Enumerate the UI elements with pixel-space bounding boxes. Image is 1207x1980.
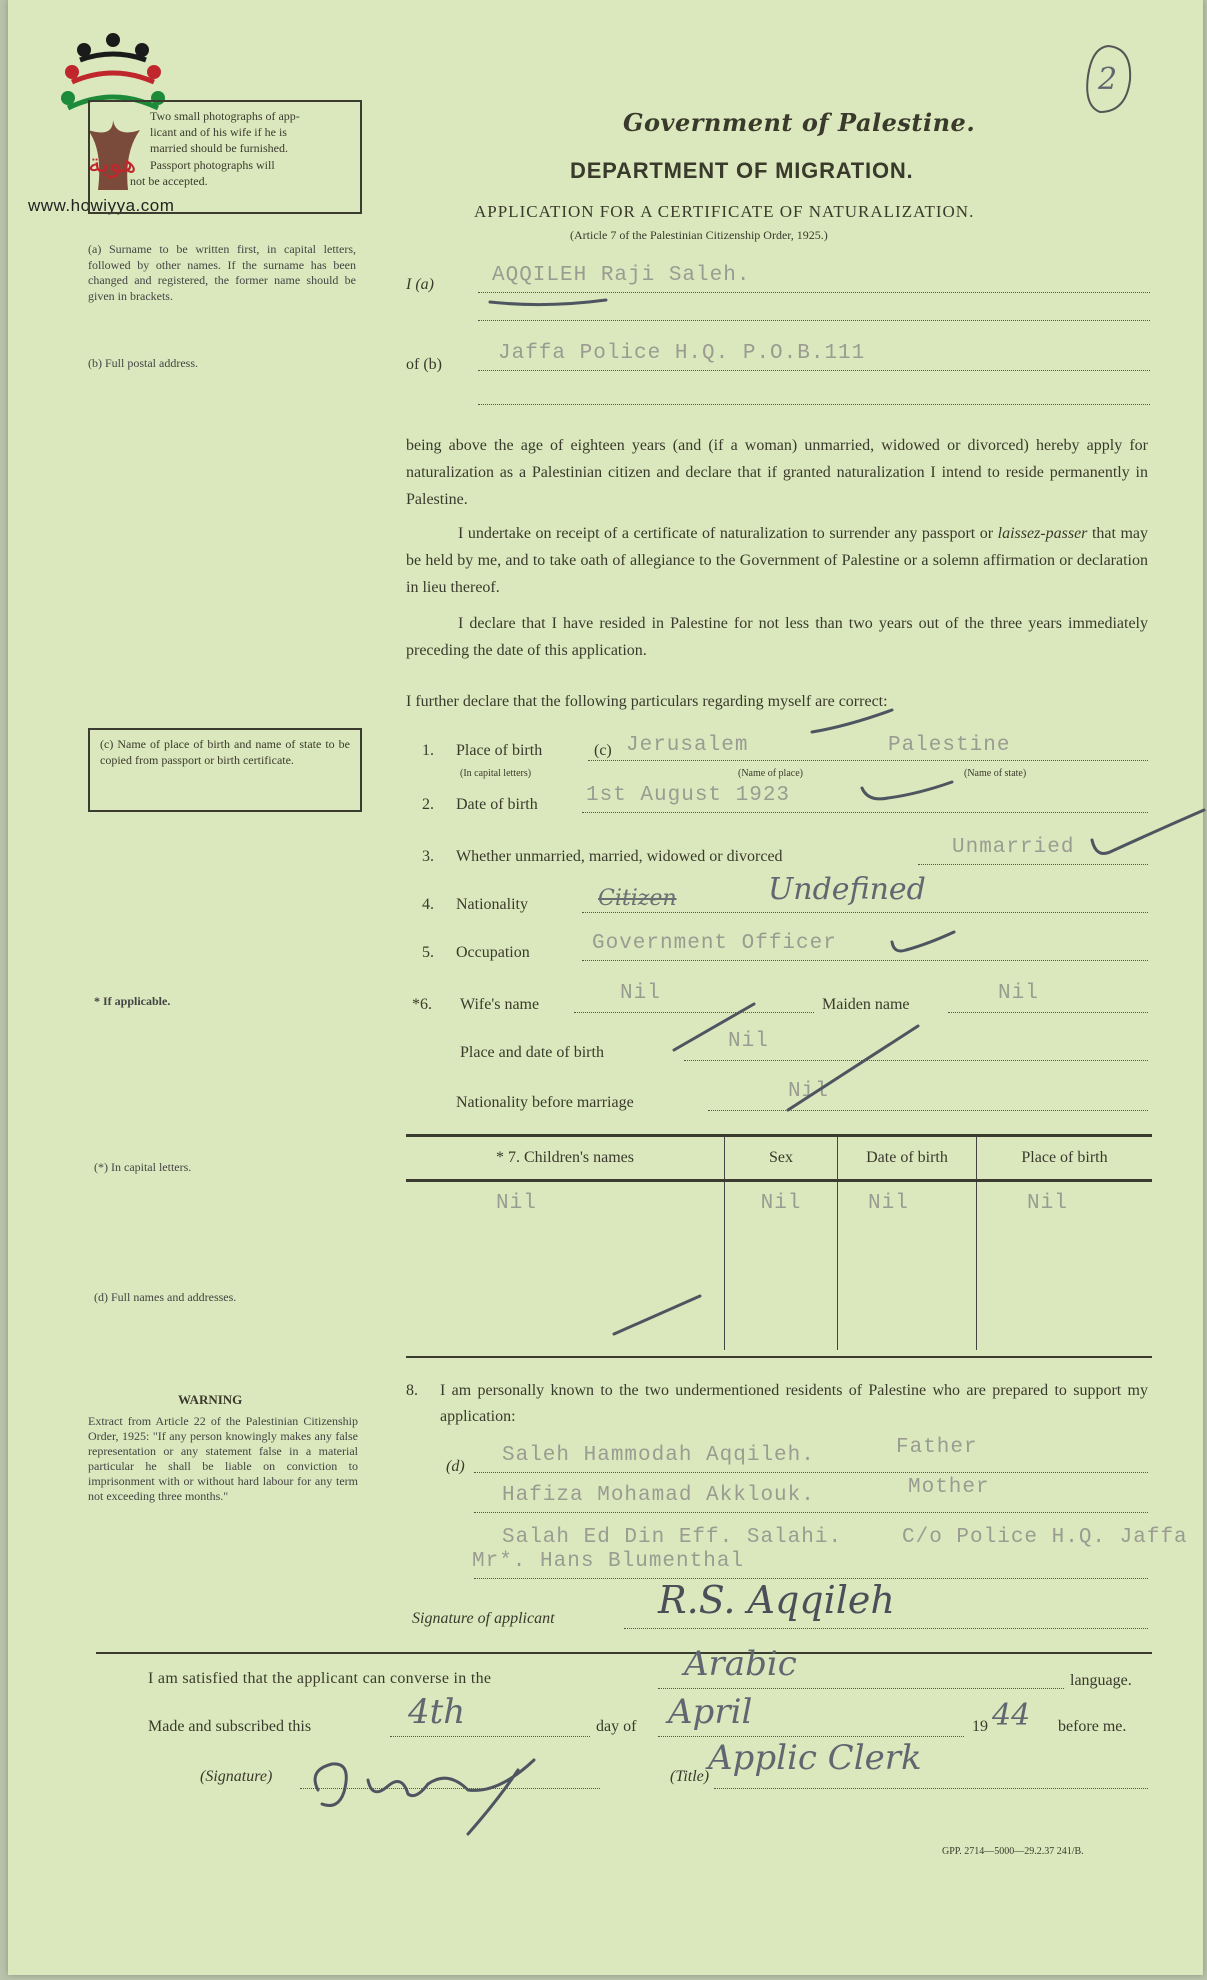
birth-place-label: Place of birth — [456, 742, 543, 759]
note-a: (a) Surname to be written first, in capital letters, followed by other names. If the surname has been changed and registered, the former name should be given in brackets. — [88, 242, 356, 303]
table-row — [406, 1266, 1152, 1308]
postal-address: Jaffa Police H.Q. P.O.B.111 — [498, 342, 866, 365]
language-word: language. — [1070, 1672, 1132, 1689]
children-table-bottom — [406, 1356, 1152, 1358]
status-line — [918, 864, 1148, 865]
applicant-signature-label: Signature of applicant — [412, 1610, 555, 1627]
name-line-2 — [478, 320, 1150, 321]
child-dob-header: Date of birth — [838, 1137, 977, 1181]
wife-nationality-label: Nationality before marriage — [456, 1094, 634, 1111]
children-table — [406, 1137, 1152, 1350]
wife-name: Nil — [620, 982, 661, 1005]
sex-header: Sex — [725, 1137, 838, 1181]
subscribed-month: April — [668, 1692, 753, 1732]
application-title: APPLICATION FOR A CERTIFICATE OF NATURALIZATION. — [474, 202, 975, 221]
wife-name-label: Wife's name — [460, 996, 540, 1013]
table-row: Nil Nil Nil Nil — [406, 1181, 1152, 1225]
address-label: of (b) — [406, 356, 442, 373]
tick-mark — [858, 776, 958, 806]
section-divider — [96, 1652, 1152, 1654]
c-label: (c) — [594, 742, 612, 759]
referee-line-2 — [474, 1512, 1148, 1513]
birth-state: Palestine — [888, 734, 1011, 757]
name-label: I (a) — [406, 276, 434, 293]
table-row — [406, 1308, 1152, 1350]
referee-1-relation: Father — [896, 1436, 978, 1459]
maiden-line — [948, 1012, 1148, 1013]
item-4-number: 4. — [422, 896, 434, 913]
dob-line — [582, 812, 1148, 813]
wife-birth: Nil — [728, 1030, 769, 1053]
article-reference: (Article 7 of the Palestinian Citizenship Order, 1925.) — [570, 228, 828, 242]
dob-label: Date of birth — [456, 796, 538, 813]
signature-line — [624, 1628, 1148, 1629]
declaration-paragraph-1: being above the age of eighteen years (and (if a woman) unmarried, widowed or divorced) hereby apply for naturalization as a Palestinian citizen and declare that if granted naturalization I intend to reside permanently in Palestine. — [406, 437, 1148, 509]
subscribed-day: 4th — [408, 1692, 466, 1732]
referees-intro: I am personally known to the two undermentioned residents of Palestine who are prepared to support my application: — [440, 1382, 1148, 1425]
note-c-box: (c) Name of place of birth and name of state to be copied from passport or birth certificate. — [88, 728, 362, 812]
officer-title-label: (Title) — [670, 1768, 710, 1785]
warning-text: Extract from Article 22 of the Palestinian Citizenship Order, 1925: "If any person knowingly makes any false representation or any statement false in a material particular he shall be liable on conviction to imprisonment with or without hard labour for any term not exceeding three months." — [88, 1414, 358, 1503]
made-subscribed-text: Made and subscribed this — [148, 1718, 312, 1735]
note-capital-letters: (*) In capital letters. — [94, 1160, 192, 1174]
place-hint: (Name of place) — [738, 768, 803, 779]
maiden-name-label: Maiden name — [822, 996, 910, 1013]
item-1-number: 1. — [422, 742, 434, 759]
svg-text:هوية: هوية — [88, 149, 137, 179]
subscribed-year: 44 — [992, 1698, 1031, 1733]
note-d: (d) Full names and addresses. — [94, 1290, 237, 1304]
tick-mark — [1088, 800, 1207, 862]
applicant-signature: R.S. Aqqileh — [658, 1578, 895, 1622]
nationality: Undefined — [768, 872, 926, 907]
marital-status: Unmarried — [952, 836, 1075, 859]
language: Arabic — [684, 1644, 797, 1684]
state-hint: (Name of state) — [964, 768, 1027, 779]
warning-title: WARNING — [178, 1392, 243, 1407]
item-2-number: 2. — [422, 796, 434, 813]
tick-mark — [808, 704, 898, 740]
officer-signature-label: (Signature) — [200, 1768, 273, 1785]
wife-nationality: Nil — [788, 1080, 829, 1103]
government-heading: Government of Palestine. — [623, 108, 976, 137]
year-prefix: 19 — [972, 1718, 988, 1735]
referee-2-relation: Mother — [908, 1476, 990, 1499]
declaration-paragraph-4: I further declare that the following particulars regarding myself are correct: — [406, 693, 888, 710]
wife-birth-label: Place and date of birth — [460, 1044, 604, 1061]
item-8-number: 8. — [406, 1382, 418, 1399]
name-underline-mark — [486, 292, 616, 312]
department-heading: DEPARTMENT OF MIGRATION. — [570, 158, 914, 183]
photo-note-box: Two small photographs of app- licant and of his wife if he is married should be furnished. Passport photographs will not be accepted. — [88, 100, 362, 214]
officer-signature — [298, 1740, 588, 1840]
strike-mark — [608, 1290, 708, 1340]
applicant-name: AQQILEH Raji Saleh. — [492, 264, 751, 287]
declaration-paragraph-2: I undertake on receipt of a certificate of naturalization to surrender any passport or laissez-passer that may be held by me, and to take oath of allegiance to the Government of Palestine or a solemn affirmation or declaration in lieu thereof. — [406, 525, 1149, 597]
tick-mark — [888, 928, 958, 958]
item-6-number: *6. — [412, 996, 432, 1013]
officer-title-line — [714, 1788, 1148, 1789]
occupation-label: Occupation — [456, 944, 530, 961]
application-document — [8, 0, 1203, 1975]
table-row — [406, 1224, 1152, 1266]
nationality-line — [582, 912, 1148, 913]
referee-1: Saleh Hammodah Aqqileh. — [502, 1444, 815, 1467]
before-me-text: before me. — [1058, 1718, 1127, 1735]
item-5-number: 5. — [422, 944, 434, 961]
language-line — [658, 1688, 1064, 1689]
page-number: 2 — [1098, 62, 1118, 97]
howiyya-url: www.howiyya.com — [28, 196, 175, 215]
referee-3: Salah Ed Din Eff. Salahi. — [502, 1526, 843, 1549]
children-names-header: * 7. Children's names — [496, 1149, 634, 1166]
day-of-text: day of — [596, 1718, 637, 1735]
date-of-birth: 1st August 1923 — [586, 784, 791, 807]
address-line-2 — [478, 404, 1150, 405]
referee-4: Mr*. Hans Blumenthal — [472, 1550, 745, 1573]
converse-text: I am satisfied that the applicant can converse in the — [148, 1670, 492, 1687]
referee-3-address: C/o Police H.Q. Jaffa — [902, 1526, 1188, 1549]
declaration-paragraph-3: I declare that I have resided in Palestine for not less than two years out of the three years immediately preceding the date of this application. — [406, 615, 1148, 660]
officer-title: Applic Clerk — [708, 1738, 922, 1778]
item-3-number: 3. — [422, 848, 434, 865]
print-code: GPP. 2714—5000—29.2.37 241/B. — [942, 1846, 1084, 1857]
maiden-name: Nil — [998, 982, 1039, 1005]
officer-signature-line — [300, 1788, 600, 1789]
capital-letters-hint: (In capital letters) — [460, 768, 532, 779]
day-line — [390, 1736, 590, 1737]
birth-place-line — [588, 760, 1148, 761]
month-line — [658, 1736, 964, 1737]
children-table-header — [406, 1137, 1152, 1181]
birth-place: Jerusalem — [626, 734, 749, 757]
d-label: (d) — [446, 1458, 465, 1475]
referee-2: Hafiza Mohamad Akklouk. — [502, 1484, 815, 1507]
occupation: Government Officer — [592, 932, 837, 955]
marital-status-label: Whether unmarried, married, widowed or divorced — [456, 848, 783, 865]
note-b: (b) Full postal address. — [88, 356, 198, 370]
address-line — [478, 370, 1150, 371]
occupation-line — [582, 960, 1148, 961]
nationality-struck: Citizen — [598, 886, 677, 911]
nationality-label: Nationality — [456, 896, 528, 913]
child-birthplace-header: Place of birth — [977, 1137, 1153, 1181]
strike-marks — [668, 990, 928, 1120]
referee-line-1 — [474, 1472, 1148, 1473]
note-if-applicable: * If applicable. — [94, 994, 171, 1008]
